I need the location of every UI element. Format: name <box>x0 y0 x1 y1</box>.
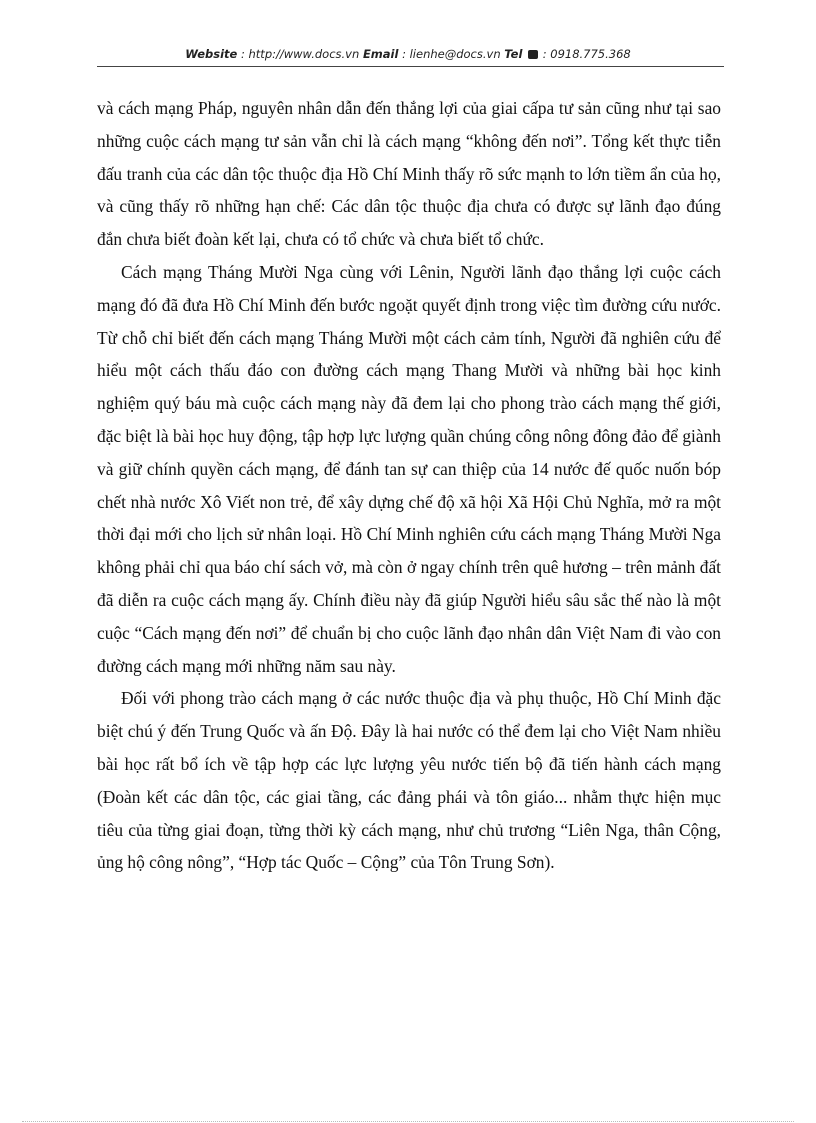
paragraph: Đối với phong trào cách mạng ở các nước thuộc địa và phụ thuộc, Hồ Chí Minh đặc biệt chú ý đến Trung Quốc và ấn Độ. Đây là hai nước có thể đem lại cho Việt Nam nhiều bài học rất bổ ích về tập hợp các lực lượng yêu nước tiến bộ đã tiến hành cách mạng (Đoàn kết các dân tộc, các giai tầng, các đảng phái và tôn giáo... nhằm thực hiện mục tiêu của từng giai đoạn, từng thời kỳ cách mạng, như chủ trương “Liên Nga, thân Cộng, ủng hộ công nông”, “Hợp tác Quốc – Cộng” của Tôn Trung Sơn). <box>97 688 721 873</box>
paragraph: và cách mạng Pháp, nguyên nhân dẫn đến thắng lợi của giai cấpa tư sản cũng như tại sao những cuộc cách mạng tư sản vẫn chỉ là cách mạng “không đến nơi”. Tổng kết thực tiễn đấu tranh của các dân tộc thuộc địa Hồ Chí Minh thấy rõ sức mạnh to lớn tiềm ẩn của họ, và cũng thấy rõ những hạn chế: Các dân tộc thuộc địa chưa có được sự lãnh đạo đúng đắn chưa biết đoàn kết lại, chưa có tổ chức và chưa biết tổ chức. <box>97 98 721 250</box>
document-body <box>97 92 721 879</box>
phone-icon <box>528 50 538 59</box>
footer-divider <box>22 1121 794 1122</box>
website-label: Website <box>185 47 238 61</box>
page-header <box>0 47 816 61</box>
tel-value: : 0918.775.368 <box>542 47 631 61</box>
tel-label: Tel <box>504 47 523 61</box>
email-label: Email <box>362 47 399 61</box>
paragraph: Cách mạng Tháng Mười Nga cùng với Lênin, Người lãnh đạo thắng lợi cuộc cách mạng đó đã đưa Hồ Chí Minh đến bước ngoặt quyết định trong việc tìm đường cứu nước. Từ chỗ chỉ biết đến cách mạng Tháng Mười một cách cảm tính, Người đã nghiên cứu để hiểu một cách thấu đáo con đường cách mạng Thang Mười và những bài học kinh nghiệm quý báu mà cuộc cách mạng này đã đem lại cho phong trào cách mạng thế giới, đặc biệt là bài học huy động, tập hợp lực lượng quần chúng công nông đông đảo để giành và giữ chính quyền cách mạng, để đánh tan sự can thiệp của 14 nước đế quốc nuốn bóp chết nhà nước Xô Viết non trẻ, để xây dựng chế độ xã hội Xã Hội Chủ Nghĩa, mở ra một thời đại mới cho lịch sử nhân loại. Hồ Chí Minh nghiên cứu cách mạng Tháng Mười Nga không phải chỉ qua báo chí sách vở, mà còn ở ngay chính trên quê hương – trên mảnh đất đã diễn ra cuộc cách mạng ấy. Chính điều này đã giúp Người hiểu sâu sắc thế nào là một cuộc “Cách mạng đến nơi” để chuẩn bị cho cuộc lãnh đạo nhân dân Việt Nam đi vào con đường cách mạng mới những năm sau này. <box>97 261 721 676</box>
email-value: : lienhe@docs.vn <box>402 47 501 61</box>
header-divider <box>97 66 724 67</box>
website-value: : http://www.docs.vn <box>240 47 360 61</box>
